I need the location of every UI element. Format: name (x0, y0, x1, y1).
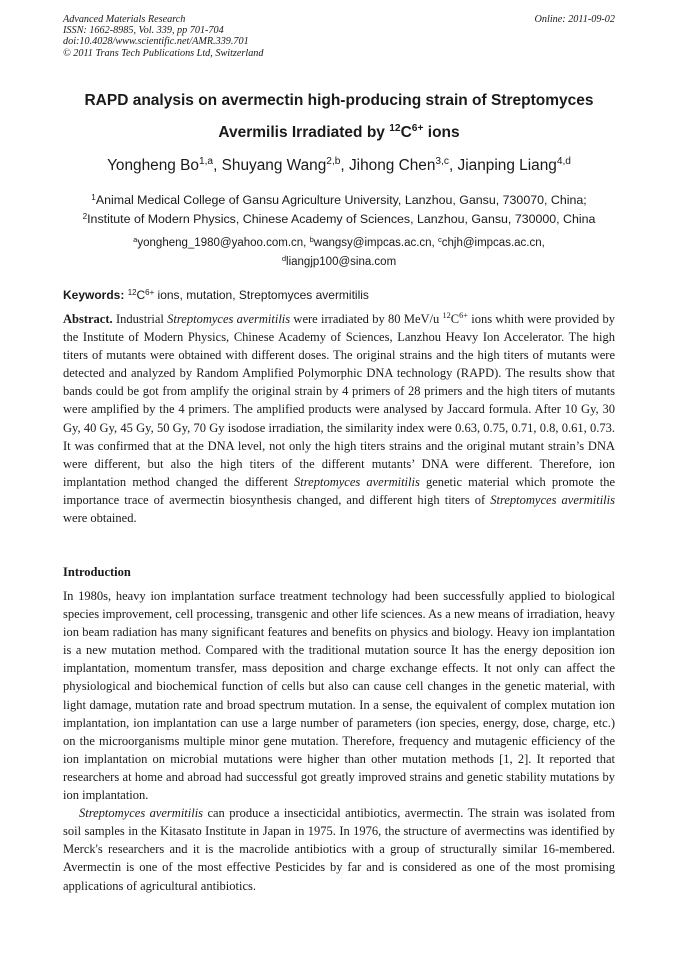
author-name: Jianping Liang (457, 157, 557, 174)
introduction-body (63, 587, 615, 895)
keywords-text: ions, mutation, Streptomyces avermitilis (154, 288, 369, 302)
abstract (63, 310, 615, 527)
abstract-label: Abstract. (63, 312, 113, 326)
species-name: Streptomyces avermitilis (294, 474, 420, 489)
email-mark: b (309, 234, 314, 244)
title-ion-charge: 6+ (411, 123, 424, 135)
issn-line: ISSN: 1662-8985, Vol. 339, pp 701-704 (63, 25, 224, 37)
species-name: Streptomyces avermitilis (79, 806, 204, 821)
abstract-text: ions whith were provided by the Institute of Modern Physics, Chinese Academy of Sciences, Lanzhou Heavy Ion Accelerator. The high titers of mutants were obtained with different doses. The original strains and the high titers of mutants were detected and analyzed by Random Amplified Polymorphic DNA technology (RAPD). The results show that bands could be got from amplify the original strain by 4 primers of 28 primers and the high titers of mutants were amplified by the 4 primers. The amplified products were analysed by Jaccard formula. After 10 Gy, 30 Gy, 40 Gy, 45 Gy, 50 Gy, 70 Gy isodose irradiation, the similarity index were 0.63, 0.75, 0.71, 0.8, 0.61, 0.73. It was confirmed that at the DNA level, not only the high titers strains and the original mutant strain’s DNA were different, but also the high titers of the different mutants’ DNA were different. Therefore, ion implantation method changed the different (63, 312, 615, 489)
author-list: Yongheng Bo$^{1,a}$, Shuyang Wang$^{2,b}$, Jihong Chen$^{3,c}$, Jianping Liang$^{4,d}$ (107, 156, 571, 174)
abstract-text: genetic material which promote the importance trace of avermectin biosynthesis changed, and different high titers of (63, 474, 615, 507)
title-isotope-mass: 12 (389, 123, 401, 135)
email-mark: d (281, 253, 287, 263)
paragraph-text: can produce a insecticidal antibiotics, avermectin. The strain was isolated from soil samples in the Kitasato Institute in Japan in 1975. In 1976, the structure of avermectins was identified by Merck's researchers and it is the macrolide antibiotics with a group of structurally similar 16-membered. Avermectin is one of the most effective Pesticides by far and is considered as one of the most promising applications of agricultural antibiotics. (63, 806, 615, 893)
email-address: wangsy@impcas.ac.cn, (313, 237, 438, 249)
affiliation-text: Animal Medical College of Gansu Agriculture University, Lanzhou, Gansu, 730070, China; (95, 193, 587, 207)
affiliation-1 (40, 193, 638, 207)
email-mark: a (133, 234, 138, 244)
author-affiliation-mark: 4,d (556, 156, 571, 168)
affiliation-text: Institute of Modern Physics, Chinese Academy of Sciences, Lanzhou, Gansu, 730000, China (87, 212, 596, 226)
title-element: C (400, 124, 412, 141)
email-address: liangjp100@sina.com (286, 256, 397, 268)
title-text: Avermilis Irradiated by (218, 124, 390, 141)
author-name: Jihong Chen (348, 157, 436, 174)
section-heading-introduction: Introduction (63, 565, 131, 579)
online-date: Online: 2011-09-02 (534, 14, 615, 25)
doi-line: doi:10.4028/www.scientific.net/AMR.339.701 (63, 36, 249, 48)
author-affiliation-mark: 1,a (198, 156, 214, 168)
abstract-ion-charge: 6+ (459, 311, 468, 321)
affiliation-2 (40, 212, 638, 226)
title-text-end: ions (423, 124, 460, 141)
email-line-1 (40, 234, 638, 249)
species-name: Streptomyces avermitilis (490, 492, 615, 507)
author-affiliation-mark: 2,b (326, 156, 341, 168)
introduction-paragraph-1: In 1980s, heavy ion implantation surface treatment technology had been successfully applied to biological species improvement, cell processing, transgenic and other life sciences. As a new means of irradiation, heavy ion beam radiation has many significant features and benefits on physics and biology. Heavy ion implantation is a new mutation method. Compared with the traditional mutation source It has the energy deposition ion implantation, momentum transfer, mass deposition and charge exchange effects. It not only can affect the physiological and biochemical function of cells but also can cause cell changes in the genetic material, with light damage, mutation rate and broad spectrum mutation. In a sense, the equivalent of complex mutation ion implantation, ion implantation can use a large number of parameters (ion species, energy, dose, charge, etc.) on the microorganisms multiple minor gene mutation. Therefore, frequency and mutagenic efficiency of the ion implantation on microbial mutations were higher than other mutation methods [1, 2]. It reported that researchers at home and abroad had successful got greatly improved strains and genetic stability mutations by ion implantation. (63, 589, 615, 803)
email-address: chjh@impcas.ac.cn, (441, 237, 545, 249)
copyright-line: © 2011 Trans Tech Publications Ltd, Switzerland (63, 47, 264, 59)
abstract-isotope-mass: 12 (442, 311, 451, 321)
email-mark: c (437, 234, 442, 244)
email-address: yongheng_1980@yahoo.com.cn, (137, 237, 310, 249)
abstract-text: Industrial (112, 312, 168, 326)
abstract-text: were obtained. (63, 511, 137, 526)
author-name: Yongheng Bo (107, 157, 199, 174)
journal-header (63, 14, 615, 59)
affiliation-mark: 1 (91, 192, 96, 202)
author-affiliation-mark: 3,c (435, 156, 449, 168)
email-line-2 (40, 253, 638, 268)
affiliation-mark: 2 (82, 211, 88, 221)
keywords-label: Keywords: (63, 288, 125, 302)
paper-title-line-2 (40, 124, 638, 142)
keyword-isotope-mass: 12 (127, 287, 137, 297)
paper-title-line-1: RAPD analysis on avermectin high-producing strain of Streptomyces (84, 92, 594, 109)
abstract-text: were irradiated by 80 MeV/u (290, 312, 443, 326)
species-name: Streptomyces avermitilis (167, 312, 291, 326)
keyword-element: C (136, 288, 146, 302)
abstract-element: C (450, 312, 460, 326)
journal-name: Advanced Materials Research (63, 14, 186, 25)
keyword-ion-charge: 6+ (145, 287, 155, 297)
introduction-paragraph-2 (63, 804, 615, 894)
keywords (63, 288, 615, 302)
author-name: Shuyang Wang (221, 157, 327, 174)
